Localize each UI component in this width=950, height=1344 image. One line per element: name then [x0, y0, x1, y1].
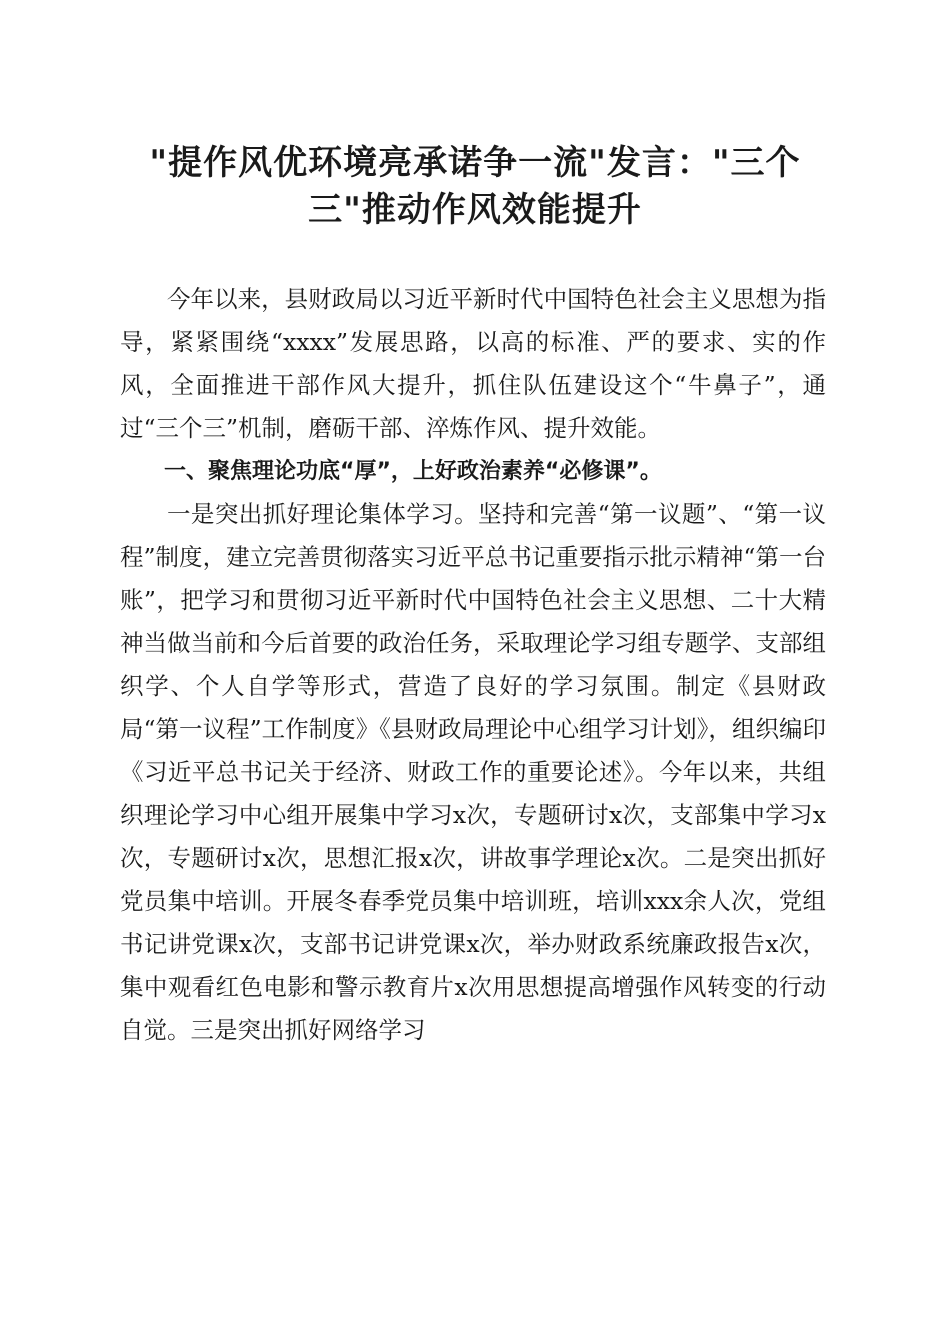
- intro-paragraph: 今年以来，县财政局以习近平新时代中国特色社会主义思想为指导，紧紧围绕“xxxx”发展思路，以高的标准、严的要求、实的作风，全面推进干部作风大提升，抓住队伍建设这个“牛鼻子”，通过“三个三”机制，磨砺干部、淬炼作风、提升效能。: [120, 285, 826, 442]
- document-title: "提作风优环境亮承诺争一流"发言："三个三"推动作风效能提升: [149, 143, 801, 230]
- document-body: [120, 278, 826, 1052]
- section-body-1: 一是突出抓好理论集体学习。坚持和完善“第一议题”、“第一议程”制度，建立完善贯彻落实习近平总书记重要指示批示精神“第一台账”，把学习和贯彻习近平新时代中国特色社会主义思想、二十大精神当做当前和今后首要的政治任务，采取理论学习组专题学、支部组织学、个人自学等形式，营造了良好的学习氛围。制定《县财政局“第一议程”工作制度》《县财政局理论中心组学习计划》，组织编印《习近平总书记关于经济、财政工作的重要论述》。今年以来，共组织理论学习中心组开展集中学习x次，专题研讨x次，支部集中学习x次，专题研讨x次，思想汇报x次，讲故事学理论x次。二是突出抓好党员集中培训。开展冬春季党员集中培训班，培训xxx余人次，党组书记讲党课x次，支部书记讲党课x次，举办财政系统廉政报告x次，集中观看红色电影和警示教育片x次用思想提高增强作风转变的行动自觉。三是突出抓好网络学习: [120, 500, 826, 1044]
- section-heading-1: 一、聚焦理论功底“厚”，上好政治素养“必修课”。: [164, 459, 662, 484]
